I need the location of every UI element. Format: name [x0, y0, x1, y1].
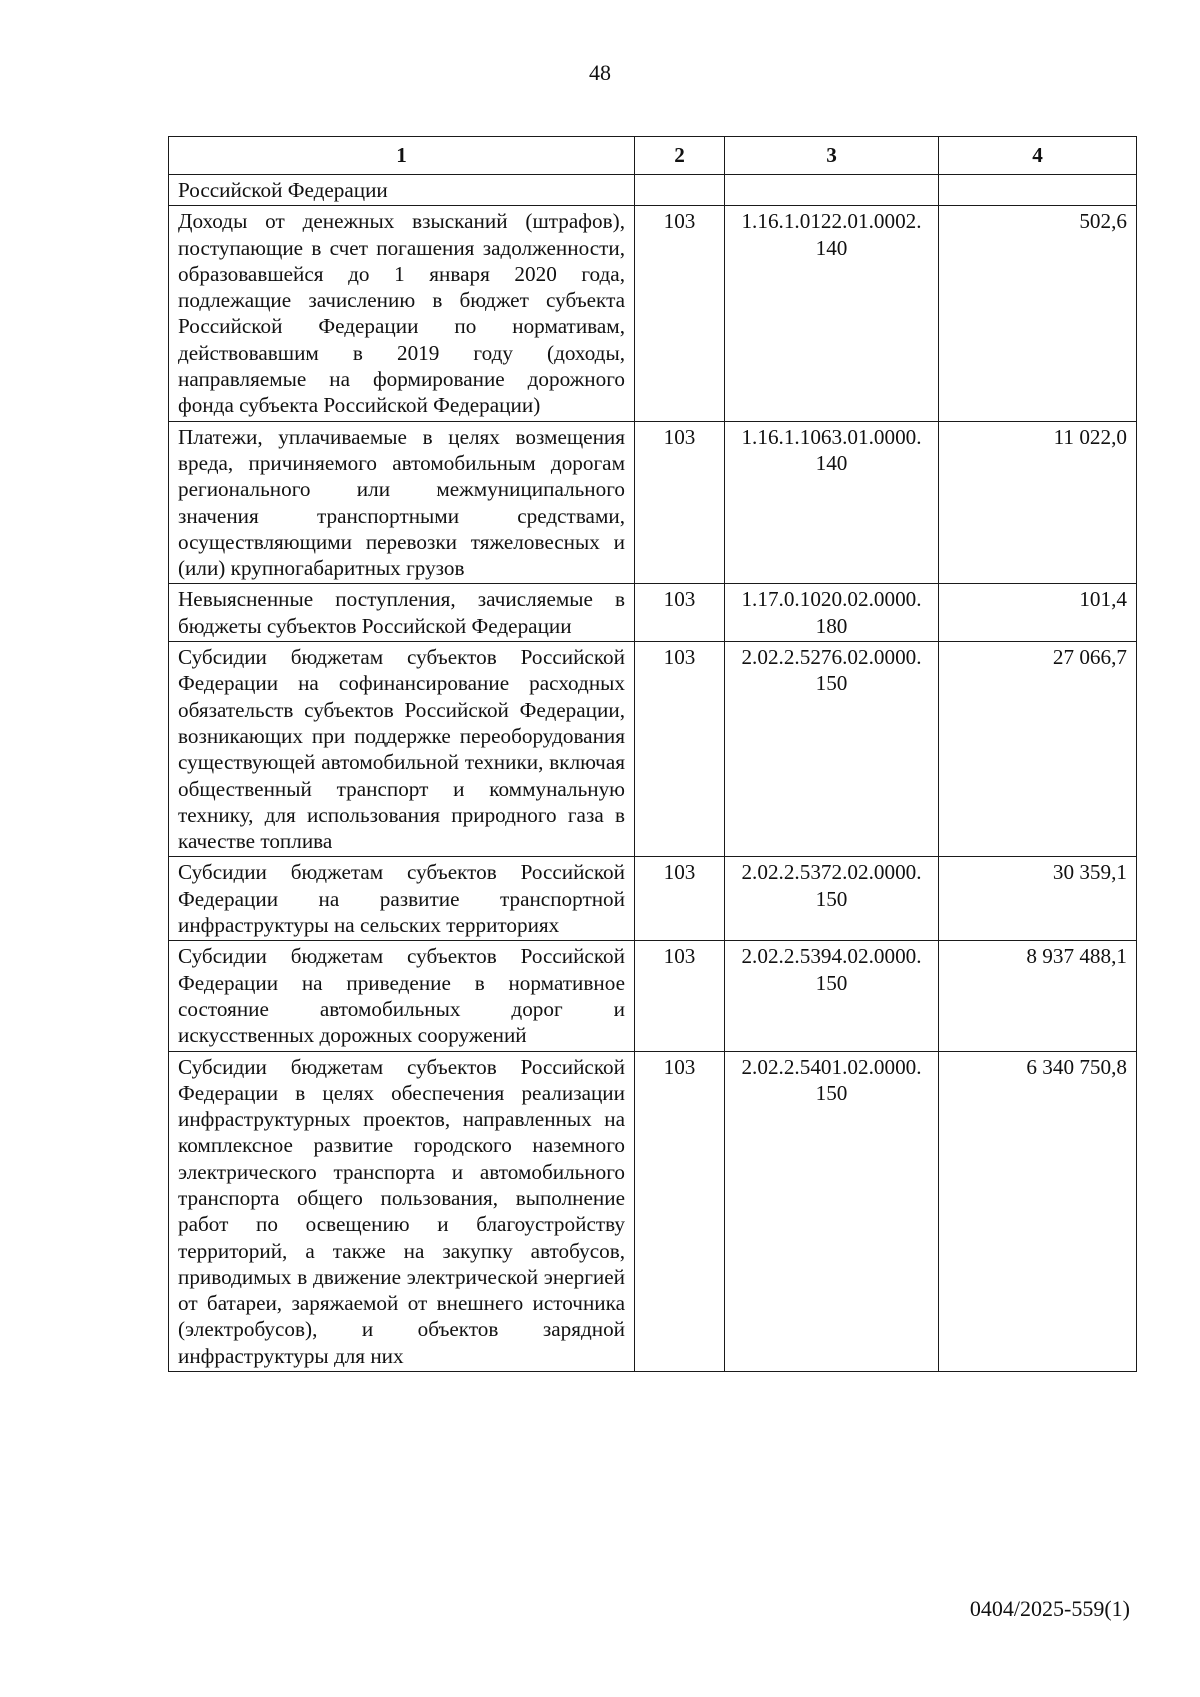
table-row — [169, 421, 1137, 584]
row-name: Субсидии бюджетам субъектов Российской Федерации в целях обеспечения реализации инфраструктурных проектов, направленных на комплексное развитие городского наземного электрического транспорта и автомобильного транспорта общего пользования, выполнение работ по освещению и благоустройству территорий, а также на закупку автобусов, приводимых в движение электрической энергией от батареи, заряжаемой от внешнего источника (электробусов), и объектов зарядной инфраструктуры для них — [169, 1051, 635, 1372]
revenue-table — [168, 136, 1137, 1372]
row-name: Субсидии бюджетам субъектов Российской Федерации на софинансирование расходных обязательств субъектов Российской Федерации, возникающих при поддержке переоборудования существующей автомобильной техники, включая общественный транспорт и коммунальную технику, для использования природного газа в качестве топлива — [169, 642, 635, 857]
row-amount — [939, 175, 1137, 206]
row-name: Субсидии бюджетам субъектов Российской Федерации на приведение в нормативное состояние автомобильных дорог и искусственных дорожных сооружений — [169, 941, 635, 1051]
row-admin-code: 103 — [635, 857, 725, 941]
row-name: Невыясненные поступления, зачисляемые в бюджеты субъектов Российской Федерации — [169, 584, 635, 642]
row-budget-code: 2.02.2.5401.02.0000. 150 — [725, 1051, 939, 1372]
row-admin-code: 103 — [635, 584, 725, 642]
row-name: Платежи, уплачиваемые в целях возмещения вреда, причиняемого автомобильным дорогам регионального или межмуниципального значения транспортными средствами, осуществляющими перевозки тяжеловесных и (или) крупногабаритных грузов — [169, 421, 635, 584]
row-amount: 11 022,0 — [939, 421, 1137, 584]
row-admin-code: 103 — [635, 206, 725, 421]
row-budget-code: 2.02.2.5394.02.0000. 150 — [725, 941, 939, 1051]
table-row — [169, 857, 1137, 941]
table-row — [169, 584, 1137, 642]
row-budget-code: 1.16.1.1063.01.0000. 140 — [725, 421, 939, 584]
table-row — [169, 1051, 1137, 1372]
row-budget-code — [725, 175, 939, 206]
row-admin-code: 103 — [635, 642, 725, 857]
header-col-3: 3 — [725, 137, 939, 175]
row-budget-code: 1.17.0.1020.02.0000. 180 — [725, 584, 939, 642]
row-name: Субсидии бюджетам субъектов Российской Федерации на развитие транспортной инфраструктуры на сельских территориях — [169, 857, 635, 941]
row-budget-code: 1.16.1.0122.01.0002. 140 — [725, 206, 939, 421]
header-col-2: 2 — [635, 137, 725, 175]
table-row — [169, 941, 1137, 1051]
row-budget-code: 2.02.2.5276.02.0000. 150 — [725, 642, 939, 857]
row-amount: 502,6 — [939, 206, 1137, 421]
row-admin-code: 103 — [635, 421, 725, 584]
row-amount: 27 066,7 — [939, 642, 1137, 857]
table-row — [169, 206, 1137, 421]
table-row — [169, 175, 1137, 206]
table-header-row — [169, 137, 1137, 175]
row-amount: 30 359,1 — [939, 857, 1137, 941]
table-row — [169, 642, 1137, 857]
row-amount: 101,4 — [939, 584, 1137, 642]
row-name: Российской Федерации — [169, 175, 635, 206]
row-amount: 6 340 750,8 — [939, 1051, 1137, 1372]
row-budget-code: 2.02.2.5372.02.0000. 150 — [725, 857, 939, 941]
row-admin-code — [635, 175, 725, 206]
row-name: Доходы от денежных взысканий (штрафов), поступающие в счет погашения задолженности, образовавшейся до 1 января 2020 года, подлежащие зачислению в бюджет субъекта Российской Федерации по нормативам, действовавшим в 2019 году (доходы, направляемые на формирование дорожного фонда субъекта Российской Федерации) — [169, 206, 635, 421]
document-registration-code: 0404/2025-559(1) — [969, 1596, 1130, 1621]
page-number: 48 — [589, 60, 611, 85]
header-col-1: 1 — [169, 137, 635, 175]
header-col-4: 4 — [939, 137, 1137, 175]
row-admin-code: 103 — [635, 941, 725, 1051]
row-admin-code: 103 — [635, 1051, 725, 1372]
row-amount: 8 937 488,1 — [939, 941, 1137, 1051]
